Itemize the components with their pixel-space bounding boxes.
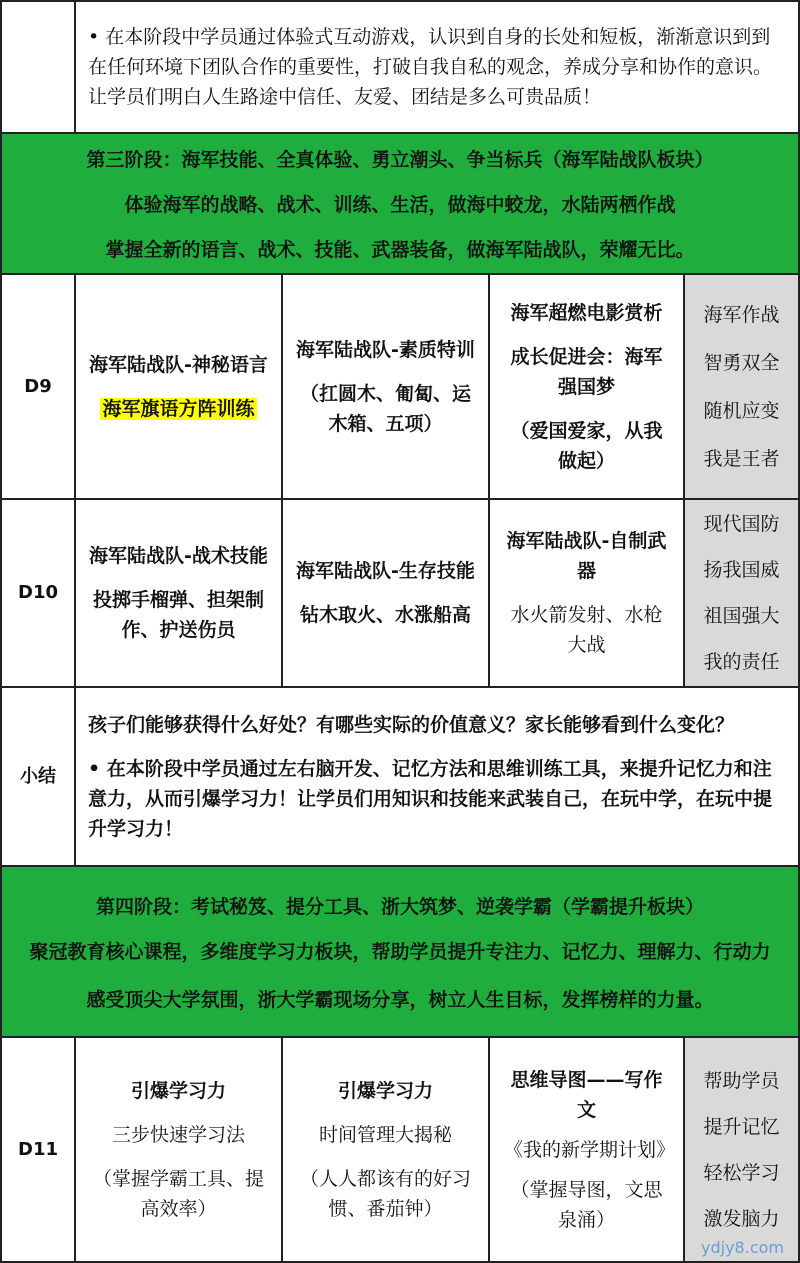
d10-col4-line: 现代国防 — [703, 513, 780, 535]
d11-col3-title: 思维导图——写作文 — [510, 1068, 663, 1121]
d9-col1-highlight: 海军旗语方阵训练 — [102, 397, 255, 420]
d11-col4-line: 帮助学员 — [703, 1069, 780, 1092]
stage3-line2: 掌握全新的语言、战术、技能、武器装备，做海军陆战队，荣耀无比。 — [105, 239, 695, 261]
d11-row — [0, 1036, 800, 1263]
d10-col1 — [74, 498, 283, 688]
d10-col2-detail: 钻木取火、水涨船高 — [299, 604, 471, 626]
d9-label: D9 — [0, 273, 76, 500]
d11-col2 — [281, 1036, 490, 1263]
summary-text-cell — [74, 686, 800, 867]
intro-text: • 在本阶段中学员通过体验式互动游戏，认识到自身的长处和短板，渐渐意识到到在任何环境下团队合作的重要性，打破自我自私的观念，养成分享和协作的意识。让学员们明白人生路途中信任、友爱、团结是多么可贵品质！ — [88, 26, 773, 108]
d11-col2-detail: （人人都该有的好习惯、番茄钟） — [299, 1167, 471, 1220]
d9-col3-detail: （爱国爱家，从我做起） — [510, 419, 663, 472]
d9-col4 — [683, 273, 800, 500]
summary-row — [0, 686, 800, 867]
summary-question: 孩子们能够获得什么好处？有哪些实际的价值意义？家长能够看到什么变化？ — [88, 713, 735, 736]
d10-col4-line: 扬我国威 — [703, 559, 780, 581]
d10-col2-title: 海军陆战队-生存技能 — [296, 560, 475, 582]
d9-col2-title: 海军陆战队-素质特训 — [296, 338, 475, 361]
d11-col1-sub: 三步快速学习法 — [111, 1123, 245, 1146]
d11-col2-title: 引爆学习力 — [337, 1079, 433, 1102]
d11-col4-line: 轻松学习 — [703, 1161, 780, 1184]
d10-col3-detail: 水火箭发射、水枪大战 — [510, 604, 663, 656]
stage4-banner — [0, 865, 800, 1038]
d9-col4-line: 随机应变 — [703, 399, 780, 422]
stage4-line1: 聚冠教育核心课程，多维度学习力板块，帮助学员提升专注力、记忆力、理解力、行动力 — [29, 940, 771, 963]
intro-label-cell — [0, 0, 76, 134]
intro-text-cell — [74, 0, 800, 134]
d9-col1-title: 海军陆战队-神秘语言 — [89, 353, 268, 376]
d10-col4-line: 祖国强大 — [703, 605, 780, 627]
stage3-title: 第三阶段：海军技能、全真体验、勇立潮头、争当标兵（海军陆战队板块） — [86, 149, 714, 171]
d10-col4 — [683, 498, 800, 688]
d10-label: D10 — [0, 498, 76, 688]
intro-row — [0, 0, 800, 134]
d9-col4-line: 智勇双全 — [703, 351, 780, 374]
d11-col1-title: 引爆学习力 — [130, 1079, 226, 1102]
d11-col2-sub: 时间管理大揭秘 — [318, 1123, 452, 1146]
stage4-line2: 感受顶尖大学氛围，浙大学霸现场分享，树立人生目标，发挥榜样的力量。 — [86, 988, 714, 1011]
d11-col3-sub: 《我的新学期计划》 — [504, 1138, 676, 1161]
d10-col4-line: 我的责任 — [703, 651, 780, 673]
watermark: ydjy8.com — [701, 1238, 784, 1257]
d11-col1 — [74, 1036, 283, 1263]
d11-col3-detail: （掌握导图，文思泉涌） — [510, 1178, 663, 1231]
d10-row — [0, 498, 800, 688]
stage3-line1: 体验海军的战略、战术、训练、生活，做海中蛟龙，水陆两栖作战 — [124, 194, 676, 216]
d10-col3-title: 海军陆战队-自制武器 — [506, 530, 667, 582]
d11-col4-line: 激发脑力 — [703, 1207, 780, 1230]
d11-col4-line: 提升记忆 — [703, 1115, 780, 1138]
d10-col1-title: 海军陆战队-战术技能 — [89, 545, 268, 567]
d11-col1-detail: （掌握学霸工具、提高效率） — [92, 1167, 264, 1220]
d9-row — [0, 273, 800, 500]
d9-col2 — [281, 273, 490, 500]
d9-col4-line: 海军作战 — [703, 303, 780, 326]
d11-col4 — [683, 1036, 800, 1263]
d9-col3-sub: 成长促进会：海军强国梦 — [510, 345, 663, 398]
d9-col3-title: 海军超燃电影赏析 — [510, 301, 663, 324]
d9-col1 — [74, 273, 283, 500]
d9-col2-detail: （扛圆木、匍匐、运木箱、五项） — [299, 382, 471, 435]
stage3-banner — [0, 132, 800, 275]
d10-col1-detail: 投掷手榴弹、担架制作、护送伤员 — [92, 589, 264, 641]
d9-col3 — [488, 273, 685, 500]
d11-label: D11 — [0, 1036, 76, 1263]
d11-col3 — [488, 1036, 685, 1263]
d9-col4-line: 我是王者 — [703, 447, 780, 470]
stage4-title: 第四阶段：考试秘笈、提分工具、浙大筑梦、逆袭学霸（学霸提升板块） — [95, 895, 704, 918]
d10-col2 — [281, 498, 490, 688]
summary-label: 小结 — [0, 686, 76, 867]
d10-col3 — [488, 498, 685, 688]
summary-text: • 在本阶段中学员通过左右脑开发、记忆方法和思维训练工具，来提升记忆力和注意力，从而引爆学习力！让学员们用知识和技能来武装自己，在玩中学，在玩中提升学习力！ — [88, 757, 773, 840]
